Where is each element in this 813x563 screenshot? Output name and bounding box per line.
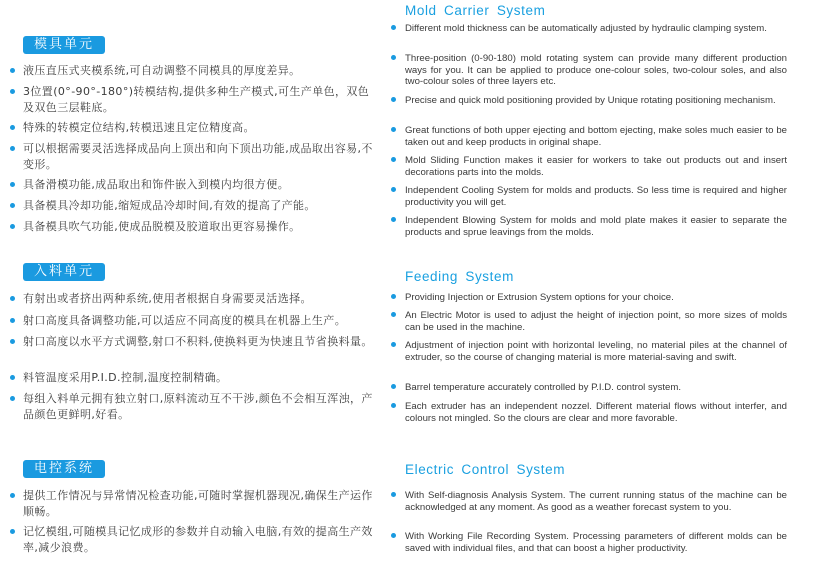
bullet-icon — [10, 339, 15, 344]
section-title-electric-control: Electric Control System — [405, 462, 566, 477]
bullet-icon — [391, 97, 396, 102]
bullet-icon — [10, 396, 15, 401]
list-item: Great functions of both upper ejecting and bottom ejecting, make soles much easier to be taken out and keep products in original shape. — [405, 125, 787, 148]
list-item: Independent Cooling System for molds and products. So less time is required and higher productivity you will get. — [405, 185, 787, 208]
list-item: 料管温度采用P.I.D.控制,温度控制精确。 — [23, 370, 378, 386]
list-item: 3位置(0°-90°-180°)转模结构,提供多种生产模式,可生产单色，双色及双色三层鞋底。 — [23, 84, 378, 116]
bullet-icon — [10, 224, 15, 229]
bullet-icon — [10, 182, 15, 187]
list-item: 每组入料单元拥有独立射口,原料流动互不干涉,颜色不会相互浑浊，产品颜色更鲜明,好看。 — [23, 391, 378, 423]
list-item: 液压直压式夹模系统,可自动调整不同模具的厚度差异。 — [23, 63, 378, 79]
bullet-icon — [391, 217, 396, 222]
bullet-icon — [391, 533, 396, 538]
section-title-feeding: Feeding System — [405, 269, 514, 284]
list-item: Barrel temperature accurately controlled by P.I.D. control system. — [405, 382, 787, 394]
bullet-icon — [10, 375, 15, 380]
section-badge-electric-control: 电控系统 — [23, 460, 105, 478]
list-item: Different mold thickness can be automatically adjusted by hydraulic clamping system. — [405, 23, 787, 35]
list-item: Mold Sliding Function makes it easier for workers to take out products out and insert decorations parts into the molds. — [405, 155, 787, 178]
bullet-icon — [10, 68, 15, 73]
bullet-icon — [391, 187, 396, 192]
bullet-icon — [10, 529, 15, 534]
list-item: 可以根据需要灵活选择成品向上顶出和向下顶出功能,成品取出容易,不变形。 — [23, 141, 378, 173]
list-item: 具备模具冷却功能,缩短成品冷却时间,有效的提高了产能。 — [23, 198, 378, 214]
bullet-icon — [391, 342, 396, 347]
bullet-icon — [391, 127, 396, 132]
bullet-icon — [391, 492, 396, 497]
bullet-icon — [10, 318, 15, 323]
bullet-icon — [391, 403, 396, 408]
bullet-icon — [10, 146, 15, 151]
bullet-icon — [391, 294, 396, 299]
section-badge-feeding-unit: 入料单元 — [23, 263, 105, 281]
list-item: An Electric Motor is used to adjust the height of injection point, so more sizes of molds can be used in the machine. — [405, 310, 787, 333]
list-item: 具备模具吹气功能,使成品脱模及胶道取出更容易操作。 — [23, 219, 378, 235]
list-item: Independent Blowing System for molds and mold plate makes it easier to separate the products and sprue leavings from the molds. — [405, 215, 787, 238]
bullet-icon — [391, 55, 396, 60]
list-item: Three-position (0-90-180) mold rotating system can provide many different production ways for you. It can be applied to produce one-colour soles, two-colour soles, and also two-colour soles of three layers etc. — [405, 53, 787, 88]
list-item: 记忆模组,可随模具记忆成形的参数并自动输入电脑,有效的提高生产效率,减少浪费。 — [23, 524, 378, 556]
bullet-icon — [391, 384, 396, 389]
bullet-icon — [10, 89, 15, 94]
list-item: 具备滑模功能,成品取出和饰件嵌入到模内均很方便。 — [23, 177, 378, 193]
list-item: 射口高度具备调整功能,可以适应不同高度的模具在机器上生产。 — [23, 313, 378, 329]
list-item: Adjustment of injection point with horizontal leveling, no material piles at the channel of extruder, so the course of changing material is more material-saving and swift. — [405, 340, 787, 363]
list-item: 提供工作情况与异常情况检查功能,可随时掌握机器现况,确保生产运作顺畅。 — [23, 488, 378, 520]
list-item: 特殊的转模定位结构,转模迅速且定位精度高。 — [23, 120, 378, 136]
bullet-icon — [10, 125, 15, 130]
list-item: 有射出或者挤出两种系统,使用者根据自身需要灵活选择。 — [23, 291, 378, 307]
bullet-icon — [391, 312, 396, 317]
section-badge-mold-unit: 模具单元 — [23, 36, 105, 54]
bullet-icon — [391, 157, 396, 162]
section-title-mold-carrier: Mold Carrier System — [405, 3, 546, 18]
bullet-icon — [391, 25, 396, 30]
bullet-icon — [10, 493, 15, 498]
list-item: Each extruder has an independent nozzel. Different material flows without interfer, and colours not mingled. So the clours are clear and more favorable. — [405, 401, 787, 424]
bullet-icon — [10, 203, 15, 208]
list-item: With Self-diagnosis Analysis System. The current running status of the machine can be acknowledged at any moment. As good as a weather forecast system to you. — [405, 490, 787, 513]
list-item: 射口高度以水平方式调整,射口不积料,使换料更为快速且节省换料量。 — [23, 334, 378, 350]
bullet-icon — [10, 296, 15, 301]
list-item: With Working File Recording System. Processing parameters of different molds can be saved with individual files, and that can boost a higher productivity. — [405, 531, 787, 554]
list-item: Providing Injection or Extrusion System options for your choice. — [405, 292, 787, 304]
list-item: Precise and quick mold positioning provided by Unique rotating positioning mechanism. — [405, 95, 787, 107]
